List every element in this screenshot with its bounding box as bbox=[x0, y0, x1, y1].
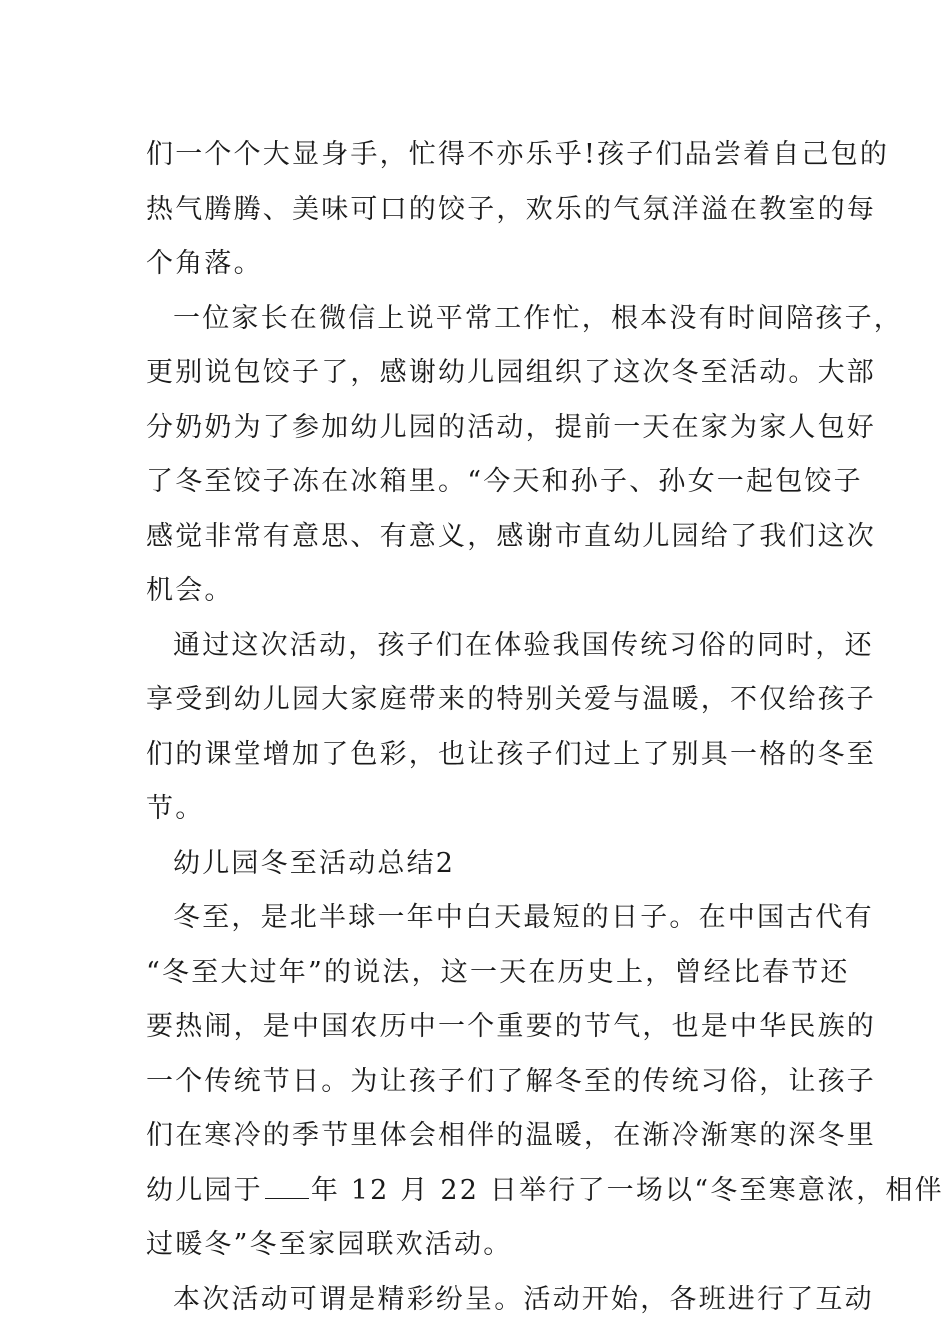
text-line: 一个传统节日。为让孩子们了解冬至的传统习俗，让孩子 bbox=[146, 1065, 876, 1097]
text-line: 过暖冬”冬至家园联欢活动。 bbox=[146, 1229, 513, 1260]
paragraph-start-line: 一位家长在微信上说平常工作忙，根本没有时间陪孩子， bbox=[173, 302, 903, 334]
text-line: 分奶奶为了参加幼儿园的活动，提前一天在家为家人包好 bbox=[146, 411, 876, 443]
text-line: 们一个个大显身手，忙得不亦乐乎!孩子们品尝着自己包的 bbox=[146, 139, 890, 170]
paragraph-start-line: 冬至，是北半球一年中白天最短的日子。在中国古代有 bbox=[173, 902, 874, 933]
text-line: 机会。 bbox=[146, 575, 234, 606]
section-heading: 幼儿园冬至活动总结2 bbox=[173, 847, 456, 879]
text-line: 享受到幼儿园大家庭带来的特别关爱与温暖，不仅给孩子 bbox=[146, 684, 876, 715]
fill-in-blank bbox=[265, 1176, 309, 1199]
text-line: 个角落。 bbox=[146, 248, 263, 279]
text-line-with-blank bbox=[146, 1164, 944, 1219]
text-line: 热气腾腾、美味可口的饺子，欢乐的气氛洋溢在教室的每 bbox=[146, 193, 876, 225]
paragraph-start-line: 本次活动可谓是精彩纷呈。活动开始，各班进行了互动 bbox=[173, 1283, 874, 1315]
text-line: 要热闹，是中国农历中一个重要的节气，也是中华民族的 bbox=[146, 1011, 876, 1042]
text-before-blank: 幼儿园于 bbox=[146, 1174, 263, 1206]
text-after-blank: 年 12 月 22 日举行了一场以“冬至寒意浓，相伴 bbox=[310, 1174, 944, 1206]
paragraph-start-line: 通过这次活动，孩子们在体验我国传统习俗的同时，还 bbox=[173, 629, 874, 661]
text-line: 更别说包饺子了，感谢幼儿园组织了这次冬至活动。大部 bbox=[146, 357, 876, 388]
text-line: 感觉非常有意思、有意义，感谢市直幼儿园给了我们这次 bbox=[146, 520, 876, 552]
text-line: 们在寒冷的季节里体会相伴的温暖，在渐冷渐寒的深冬里 bbox=[146, 1120, 876, 1151]
text-line: 了冬至饺子冻在冰箱里。“今天和孙子、孙女一起包饺子 bbox=[146, 466, 863, 497]
text-line: 们的课堂增加了色彩，也让孩子们过上了别具一格的冬至 bbox=[146, 738, 876, 770]
text-line: “冬至大过年”的说法，这一天在历史上，曾经比春节还 bbox=[146, 956, 850, 988]
text-line: 节。 bbox=[146, 793, 205, 824]
document-body bbox=[146, 128, 944, 1327]
